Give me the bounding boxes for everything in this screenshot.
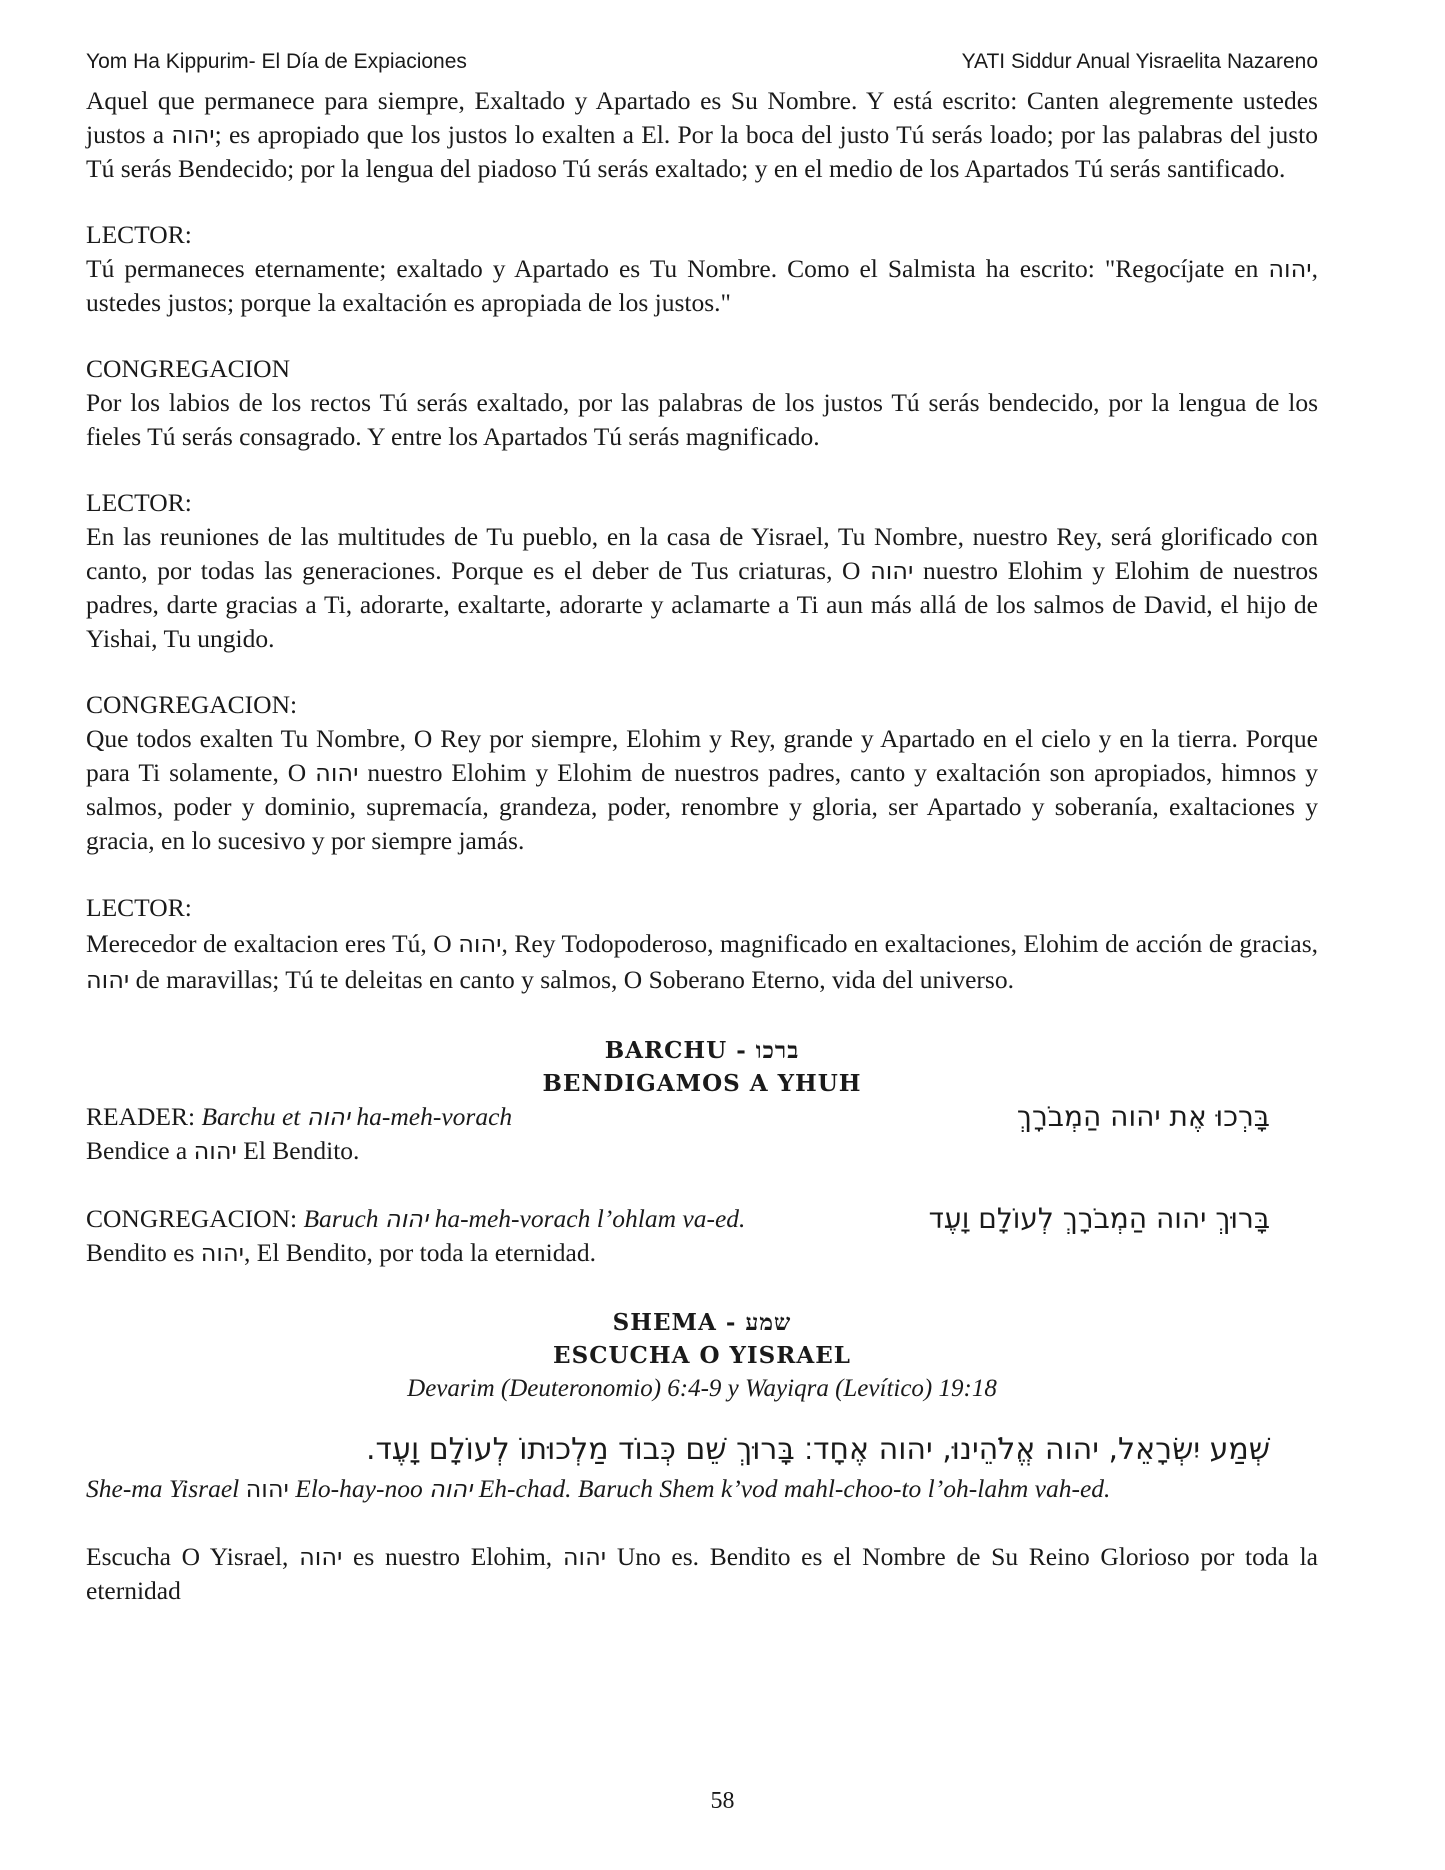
page-number: 58 [710, 1788, 735, 1814]
tetragrammaton: יהוה [870, 557, 914, 585]
speaker-label: LECTOR: [86, 488, 192, 517]
paragraph-lector-1: LECTOR: Tú permaneces eternamente; exaltado y Apartado es Tu Nombre. Como el Salmista ha escrito: "Regocíjate en יהוה, ustedes justos; porque la exaltación es apropiada de los justos." [86, 220, 1318, 317]
page-header [86, 50, 1318, 80]
header-right-title: YATI Siddur Anual Yisraelita Nazareno [961, 50, 1318, 73]
barchu-congregation-hebrew: בָּרוּךְ יהוה הַמְבֹרָךְ לְעוֹלָם וָעֶד [928, 1202, 1270, 1235]
tetragrammaton: יהוה [200, 1239, 245, 1267]
paragraph-lector-2: LECTOR: En las reuniones de las multitudes de Tu pueblo, en la casa de Yisrael, Tu Nombre, nuestro Rey, será glorificado con canto, por todas las generaciones. Porque es el deber de Tus criaturas, O יהוה nuestro Elohim y Elohim de nuestros padres, darte gracias a Ti, adorarte, exaltarte, adorarte y aclamarte a Ti aun más allá de los salmos de David, el hijo de Yishai, Tu ungido. [86, 488, 1318, 653]
barchu-reader-line: READER: Barchu et יהוה ha-meh-vorach בָּרְכוּ אֶת יהוה הַמְבֹרָךְ [86, 1100, 1270, 1133]
paragraph-lector-3: LECTOR: Merecedor de exaltacion eres Tú, O יהוה, Rey Todopoderoso, magnificado en exaltaciones, Elohim de acción de gracias, יהוה de maravillas; Tú te deleitas en canto y salmos, O Soberano Eterno, vida del universo. [86, 890, 1318, 998]
tetragrammaton: יהוה [86, 966, 130, 994]
barchu-reader-translation: Bendice a יהוה El Bendito. [86, 1136, 360, 1165]
speaker-label: CONGREGACION: [86, 690, 298, 719]
tetragrammaton: יהוה [1268, 255, 1312, 283]
barchu-congregation-translation: Bendito es יהוה, El Bendito, por toda la eternidad. [86, 1238, 596, 1267]
tetragrammaton: יהוה [315, 759, 359, 787]
shema-translation: Escucha O Yisrael, יהוה es nuestro Elohim, יהוה Uno es. Bendito es el Nombre de Su Reino Glorioso por toda la eternidad [86, 1542, 1318, 1605]
paragraph-intro: Aquel que permanece para siempre, Exaltado y Apartado es Su Nombre. Y está escrito: Canten alegremente ustedes justos a יהוה; es apropiado que los justos lo exalten a El. Por la boca del justo Tú serás loado; por las palabras del justo Tú serás Bendecido; por la lengua del piadoso Tú serás exaltado; y en el medio de los Apartados Tú serás santificado. [86, 86, 1318, 183]
barchu-subtitle: BENDIGAMOS A YHUH [542, 1070, 862, 1097]
tetragrammaton: יהוה [193, 1137, 237, 1165]
tetragrammaton: יהוה [245, 1475, 289, 1503]
barchu-reader-hebrew: בָּרְכוּ אֶת יהוה הַמְבֹרָךְ [1016, 1100, 1270, 1133]
shema-hebrew: שְׁמַע יִשְׂרָאֵל, יהוה אֱלֹהֵינוּ, יהוה אֶחָד׃ בָּרוּךְ שֵׁם כְּבוֹד מַלְכוּתוֹ לְעוֹלָם וָעֶד. [366, 1432, 1270, 1467]
header-left-title: Yom Ha Kippurim- El Día de Expiaciones [86, 50, 467, 73]
shema-reference: Devarim (Deuteronomio) 6:4-9 y Wayiqra (Levítico) 19:18 [407, 1375, 997, 1402]
tetragrammaton: יהוה [429, 1475, 473, 1503]
shema-subtitle: ESCUCHA O YISRAEL [553, 1342, 851, 1369]
tetragrammaton: יהוה [458, 930, 502, 958]
tetragrammaton: יהוה [306, 1103, 351, 1131]
barchu-title: BARCHU - ברכו [604, 1037, 800, 1064]
shema-transliteration: She-ma Yisrael יהוה Elo-hay-noo יהוה Eh-chad. Baruch Shem k’vod mahl-choo-to l’oh-lahm vah-ed. [86, 1474, 1111, 1503]
barchu-congregation-line: CONGREGACION: Baruch יהוה ha-meh-vorach l’ohlam va-ed. בָּרוּךְ יהוה הַמְבֹרָךְ לְעוֹלָם וָעֶד [86, 1202, 1270, 1235]
page-content [86, 84, 1318, 1640]
tetragrammaton: יהוה [299, 1543, 343, 1571]
speaker-label: LECTOR: [86, 893, 192, 922]
paragraph-congregacion-1: CONGREGACION Por los labios de los rectos Tú serás exaltado, por las palabras de los justos Tú serás bendecido, por la lengua de los fieles Tú serás consagrado. Y entre los Apartados Tú serás magnificado. [86, 354, 1318, 451]
speaker-label: READER: [86, 1102, 196, 1131]
shema-title: SHEMA - שמע [612, 1309, 792, 1336]
speaker-label: CONGREGACION [86, 354, 290, 383]
paragraph-congregacion-2: CONGREGACION: Que todos exalten Tu Nombre, O Rey por siempre, Elohim y Rey, grande y Apartado en el cielo y en la tierra. Porque para Ti solamente, O יהוה nuestro Elohim y Elohim de nuestros padres, canto y exaltación son apropiados, himnos y salmos, poder y dominio, supremacía, grandeza, poder, renombre y gloria, ser Apartado y soberanía, exaltaciones y gracia, en lo sucesivo y por siempre jamás. [86, 690, 1318, 855]
speaker-label: LECTOR: [86, 220, 192, 249]
tetragrammaton: יהוה [384, 1205, 429, 1233]
tetragrammaton: יהוה [562, 1543, 607, 1571]
tetragrammaton: יהוה [171, 121, 215, 149]
speaker-label: CONGREGACION: [86, 1204, 298, 1233]
